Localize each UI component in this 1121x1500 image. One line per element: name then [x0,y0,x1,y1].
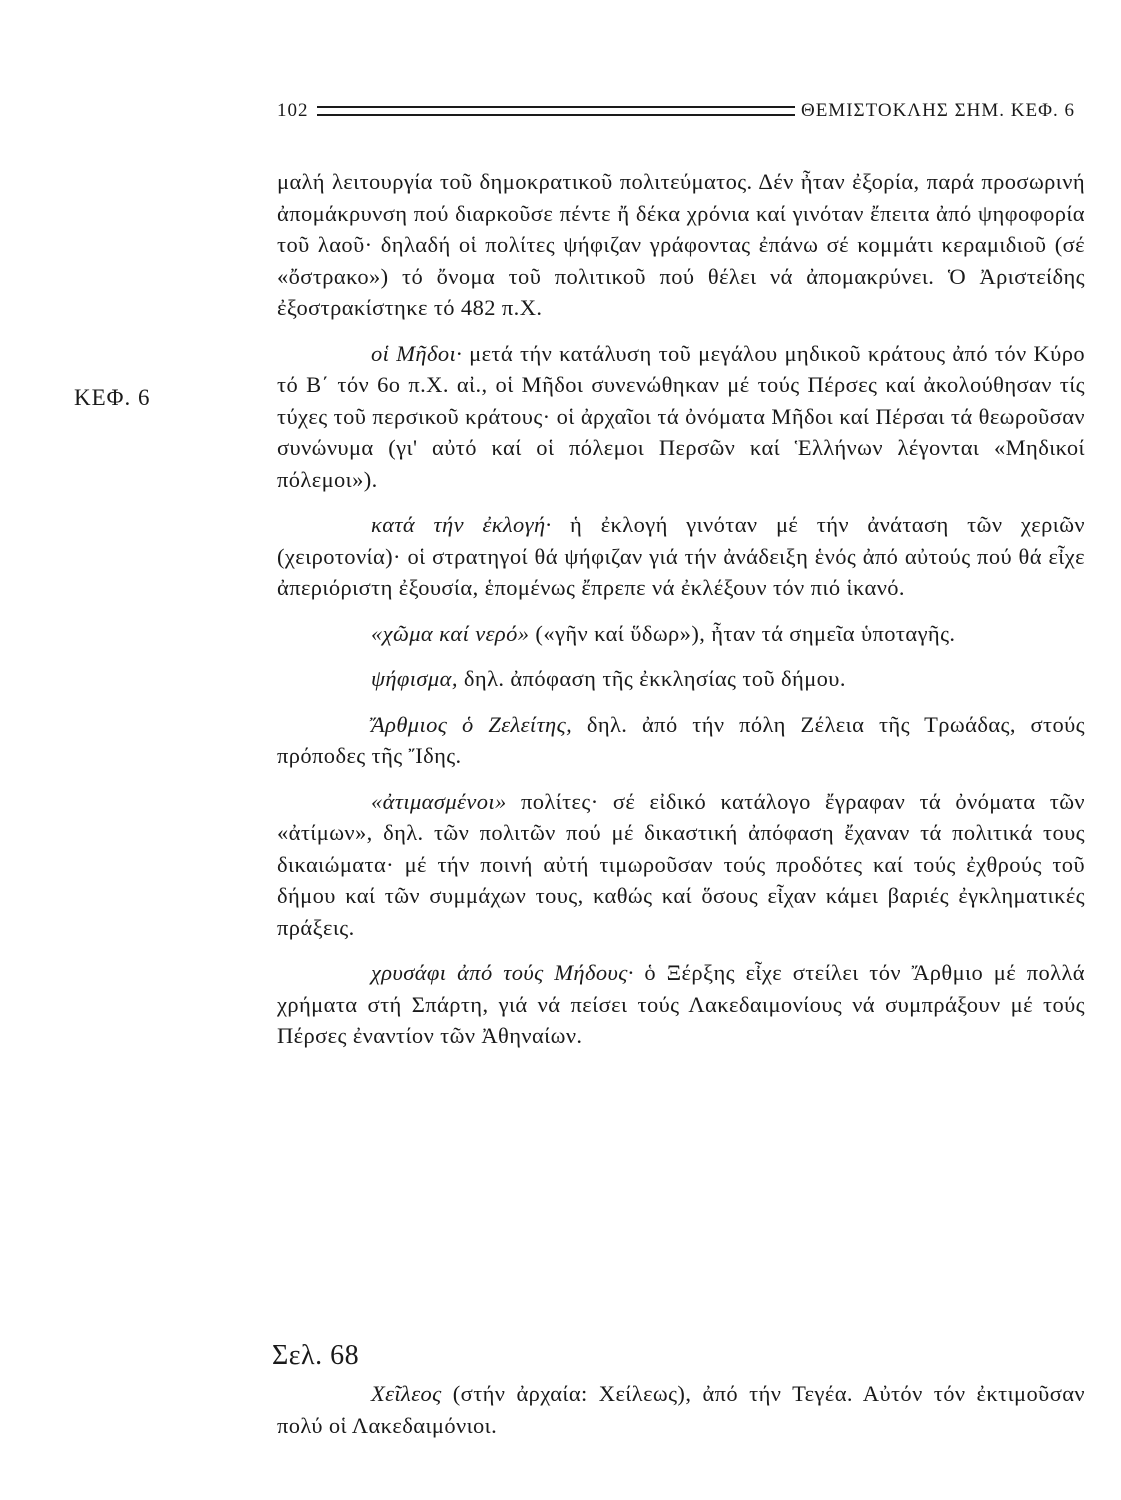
entry-earth-water [277,618,1085,650]
entry-text: μετά τήν κατάλυση τοῦ μεγάλου μηδικοῦ κράτους ἀπό τόν Κύρο τό Β΄ τόν 6ο π.Χ. αἰ., οἱ Μῆδοι συνενώθηκαν μέ τούς Πέρσες καί ἀκολούθησαν τίς τύχες τοῦ περσικοῦ κράτους· οἱ ἀρχαῖοι τά ὀνόματα Μῆδοι καί Πέρσαι τά θεωροῦσαν συνώνυμα (γι' αὐτό καί οἱ πόλεμοι Περσῶν καί Ἑλλήνων λέγονται «Μηδικοί πόλεμοι»). [277,340,1086,492]
entry-term: «ἀτιμασμένοι» [371,788,507,814]
entry-term: ψήφισμα, [371,666,458,691]
entry-term: κατά τήν ἐκλογή· [371,512,552,537]
entry-election [277,509,1085,604]
running-title: ΘΕΜΙΣΤΟΚΛΗΣ ΣΗΜ. ΚΕΦ. 6 [800,100,1075,121]
entry-text: πολίτες· σέ εἰδικό κατάλογο ἔγραφαν τά ὀνόματα τῶν «ἀτίμων», δηλ. τῶν πολιτῶν πού μέ δικαστική ἀπόφαση ἔχαναν τά πολιτικά τους δικαιώματα· μέ τήν ποινή αὐτή τιμωροῦσαν τούς προδότες καί τούς ἐχθρούς τοῦ δήμου καί τῶν συμμάχων τους, καθώς καί ὅσους εἶχαν κάμει βαριές ἐγκληματικές πράξεις. [277,788,1085,940]
entry-persian-gold [277,957,1085,1052]
entry-decree [277,663,1085,695]
paragraph-text: μαλή λειτουργία τοῦ δημοκρατικοῦ πολιτεύματος. Δέν ἦταν ἐξορία, παρά προσωρινή ἀπομάκρυνση πού διαρκοῦσε πέντε ἤ δέκα χρόνια καί γινόταν ἔπειτα ἀπό ψηφοφορία τοῦ λαοῦ· δηλαδή οἱ πολίτες ψήφιζαν γράφοντας ἐπάνω σέ κομμάτι κεραμιδιοῦ (σέ «ὄστρακο») τό ὄνομα τοῦ πολιτικοῦ πού θέλει νά ἀπομακρύνει. Ὁ Ἀριστείδης ἐξοστρακίστηκε τό 482 π.Χ. [277,169,1085,320]
entry-term: Ἄρθμιος ὁ Ζελείτης, [371,711,573,737]
entry-term: οἱ Μῆδοι· [371,340,463,366]
header-rule [317,106,795,116]
section-heading: Σελ. 68 [272,1340,360,1371]
entry-arthmios [277,709,1085,772]
section-body [277,1378,1085,1441]
entry-text: δηλ. ἀπό τήν πόλη Ζέλεια τῆς Τρωάδας, στούς πρόποδες τῆς Ἴδης. [277,711,1085,768]
entry-term: χρυσάφι ἀπό τούς Μήδους· [371,960,634,985]
running-header [277,96,1075,126]
entry-text: (στήν ἀρχαία: Χείλεως), ἀπό τήν Τεγέα. Αὐτόν τόν ἐκτιμοῦσαν πολύ οἱ Λακεδαιμόνιοι. [277,1381,1085,1438]
commentary-body [277,166,1085,1066]
entry-term: Χεῖλεος [371,1381,442,1406]
entry-text: δηλ. ἀπόφαση τῆς ἐκκλησίας τοῦ δήμου. [457,666,846,691]
entry-chileos [277,1378,1085,1441]
entry-text: ὁ Ξέρξης εἶχε στείλει τόν Ἄρθμιο μέ πολλά χρήματα στή Σπάρτη, γιά νά πείσει τούς Λακεδαιμονίους νά συμπράξουν μέ τούς Πέρσες ἐναντίον τῶν Ἀθηναίων. [277,960,1085,1048]
entry-disenfranchised [277,786,1085,944]
page-number: 102 [277,100,309,121]
entry-text: ἡ ἐκλογή γινόταν μέ τήν ἀνάταση τῶν χεριῶν (χειροτονία)· οἱ στρατηγοί θά ψήφιζαν γιά τήν ἀνάδειξη ἑνός ἀπό αὐτούς πού θά εἶχε ἀπεριόριστη ἐξουσία, ἑπομένως ἔπρεπε νά ἐκλέξουν τόν πιό ἱκανό. [277,512,1085,600]
margin-chapter-note: ΚΕΦ. 6 [74,385,151,410]
paragraph-ostracism [277,166,1085,324]
entry-medes [277,338,1085,496]
entry-text: («γῆν καί ὕδωρ»), ἦταν τά σημεῖα ὑποταγῆς. [529,620,956,646]
entry-term: «χῶμα καί νερό» [371,620,530,646]
